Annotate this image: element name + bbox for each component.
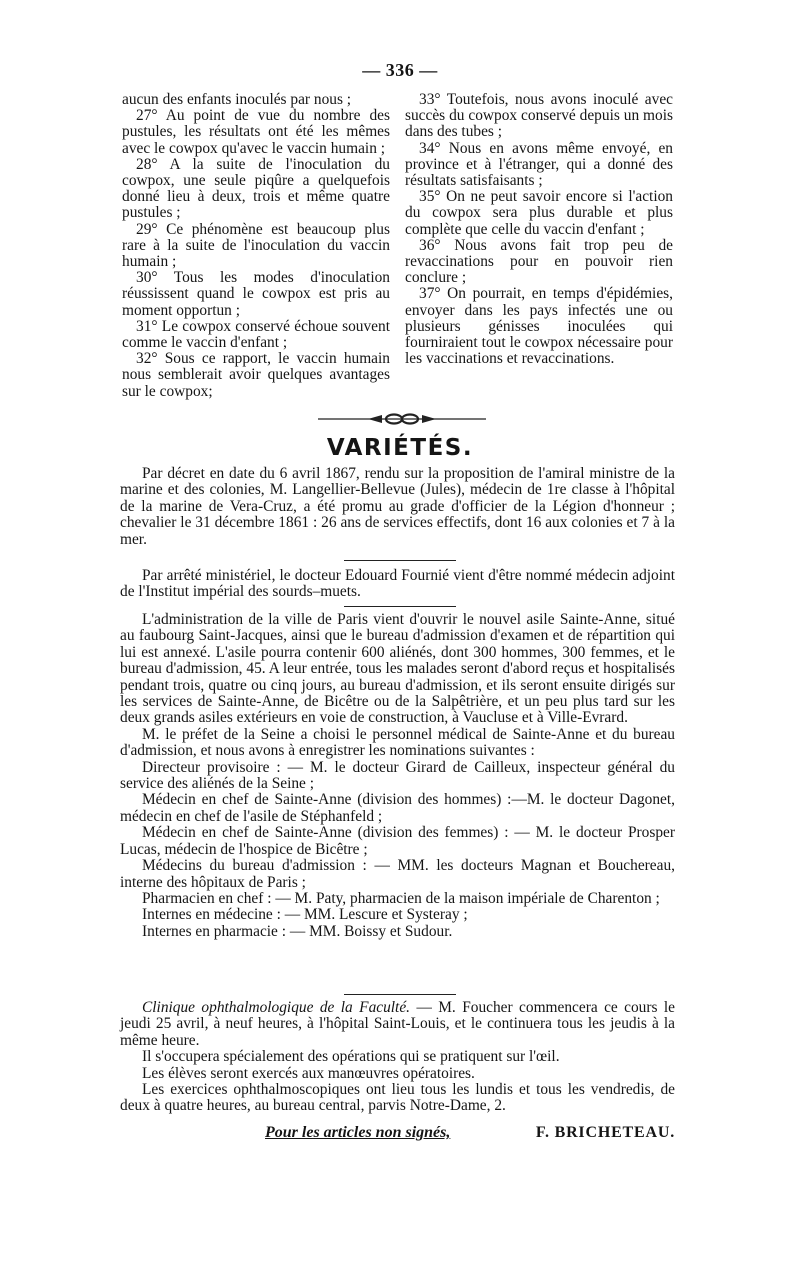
signature-author: F. BRICHETEAU. (535, 1124, 675, 1141)
nomination-line: Pharmacien en chef : — M. Paty, pharmacien de la maison impériale de Charenton ; (142, 889, 660, 907)
ornament-divider (318, 411, 486, 427)
nomination-line: Internes en pharmacie : — MM. Boissy et Sudour. (142, 922, 453, 940)
right-column (405, 92, 673, 367)
left-column (122, 92, 390, 400)
conclusion-item: 33° Toutefois, nous avons inoculé avec succès du cowpox conservé depuis un mois dans des tubes ; (405, 91, 673, 141)
notice-arrete (120, 568, 675, 601)
nomination-line: Médecin en chef de Sainte-Anne (division des femmes) : — M. le docteur Prosper Lucas, médecin de l'hospice de Bicêtre ; (120, 824, 675, 858)
nomination-line: Médecins du bureau d'admission : — MM. les docteurs Magnan et Bouchereau, interne des hôpitaux de Paris ; (120, 857, 675, 891)
notice-decret (120, 466, 675, 548)
conclusion-item: 36° Nous avons fait trop peu de revaccinations pour en pouvoir rien conclure ; (405, 236, 673, 287)
conclusion-item: 31° Le cowpox conservé échoue souvent comme le vaccin d'enfant ; (122, 317, 390, 352)
notice-paragraph: Par arrêté ministériel, le docteur Edouard Fournié vient d'être nommé médecin adjoint de l'Institut impérial des sourds–muets. (120, 567, 675, 601)
notice-paragraph: Les élèves seront exercés aux manœuvres opératoires. (142, 1064, 475, 1082)
notice-paragraph: Par décret en date du 6 avril 1867, rendu sur la proposition de l'amiral ministre de la marine et des colonies, M. Langellier-Bellevue (Jules), médecin de 1re classe à l'hôpital de la marine de Vera-Cruz, a été promu au grade d'officier de la Légion d'honneur ; chevalier le 31 décembre 1861 : 26 ans de services effectifs, dont 16 aux colonies et 7 à la mer. (120, 465, 675, 548)
conclusion-item: 30° Tous les modes d'inoculation réussissent quand le cowpox est pris au moment opportun ; (122, 269, 390, 319)
conclusion-item: 32° Sous ce rapport, le vaccin humain nous semblerait avoir quelques avantages sur le cowpox; (122, 350, 390, 400)
conclusion-item: aucun des enfants inoculés par nous ; (122, 91, 352, 108)
notice-paragraph: L'administration de la ville de Paris vient d'ouvrir le nouvel asile Sainte-Anne, situé au faubourg Saint-Jacques, ainsi que le bureau d'admission d'examen et de répartition qui lui est annexé. L'asile pourra contenir 600 aliénés, dont 300 hommes, 300 femmes, et le bureau d'admission, 45. A leur entrée, tous les malades seront d'abord reçus et hospitalisés pendant trois, quatre ou cinq jours, au bureau d'admission, et ils seront ensuite dirigés sur les services de Sainte-Anne, de Bicêtre ou de la Salpêtrière, et un peu plus tard sur les deux grands asiles extérieurs en voie de construction, à Vaucluse et à Ville-Evrard. (120, 611, 675, 727)
conclusion-item: 29° Ce phénomène est beaucoup plus rare à la suite de l'inoculation du vaccin humain ; (122, 220, 390, 271)
separator-rule (344, 994, 456, 995)
nomination-line: Directeur provisoire : — M. le docteur Girard de Cailleux, inspecteur général du service des aliénés de la Seine ; (120, 758, 675, 793)
conclusion-item: 35° On ne peut savoir encore si l'action du cowpox sera plus durable et plus complète que celle du vaccin d'enfant ; (405, 188, 673, 238)
nomination-line: Médecin en chef de Sainte-Anne (division des hommes) :—M. le docteur Dagonet, médecin en chef de l'asile de Stéphanfeld ; (120, 791, 675, 825)
signature-note: Pour les articles non signés, (265, 1124, 451, 1141)
conclusion-item: 28° A la suite de l'inoculation du cowpox, une seule piqûre a quelquefois donné lieu à deux, trois et même quatre pustules ; (122, 155, 390, 222)
nomination-line: Internes en médecine : — MM. Lescure et Systeray ; (142, 906, 468, 924)
notice-clinique (120, 1000, 675, 1115)
separator-rule (344, 606, 456, 607)
conclusion-item: 27° Au point de vue du nombre des pustules, les résultats ont été les mêmes avec le cowpox qu'avec le vaccin humain ; (122, 107, 390, 157)
signature-line (265, 1124, 675, 1142)
notice-paragraph: Il s'occupera spécialement des opérations qui se pratiquent sur l'œil. (142, 1048, 560, 1066)
conclusion-item: 37° On pourrait, en temps d'épidémies, envoyer dans les pays infectés une ou plusieurs génisses inoculées qui fourniraient tout le cowpox nécessaire pour les vaccinations et revaccinations. (405, 285, 673, 368)
section-title: VARIÉTÉS. (326, 435, 474, 461)
notice-asile (120, 612, 675, 940)
conclusion-item: 34° Nous en avons même envoyé, en province et à l'étranger, qui a donné des résultats satisfaisants ; (405, 139, 673, 190)
notice-paragraph: Les exercices ophthalmoscopiques ont lieu tous les lundis et tous les vendredis, de deux à quatre heures, au bureau central, parvis Notre-Dame, 2. (120, 1081, 675, 1115)
notice-text: — M. Foucher commencera ce cours le jeudi 25 avril, à neuf heures, à l'hôpital Saint-Louis, et le continuera tous les jeudis à la même heure. (120, 999, 675, 1049)
notice-paragraph (120, 1000, 675, 1049)
notice-paragraph: M. le préfet de la Seine a choisi le personnel médical de Sainte-Anne et du bureau d'admission, et nous avons à enregistrer les nominations suivantes : (120, 725, 675, 760)
separator-rule (344, 560, 456, 561)
notice-heading: Clinique ophthalmologique de la Faculté. (142, 999, 411, 1016)
page-number: — 336 — (362, 60, 438, 80)
